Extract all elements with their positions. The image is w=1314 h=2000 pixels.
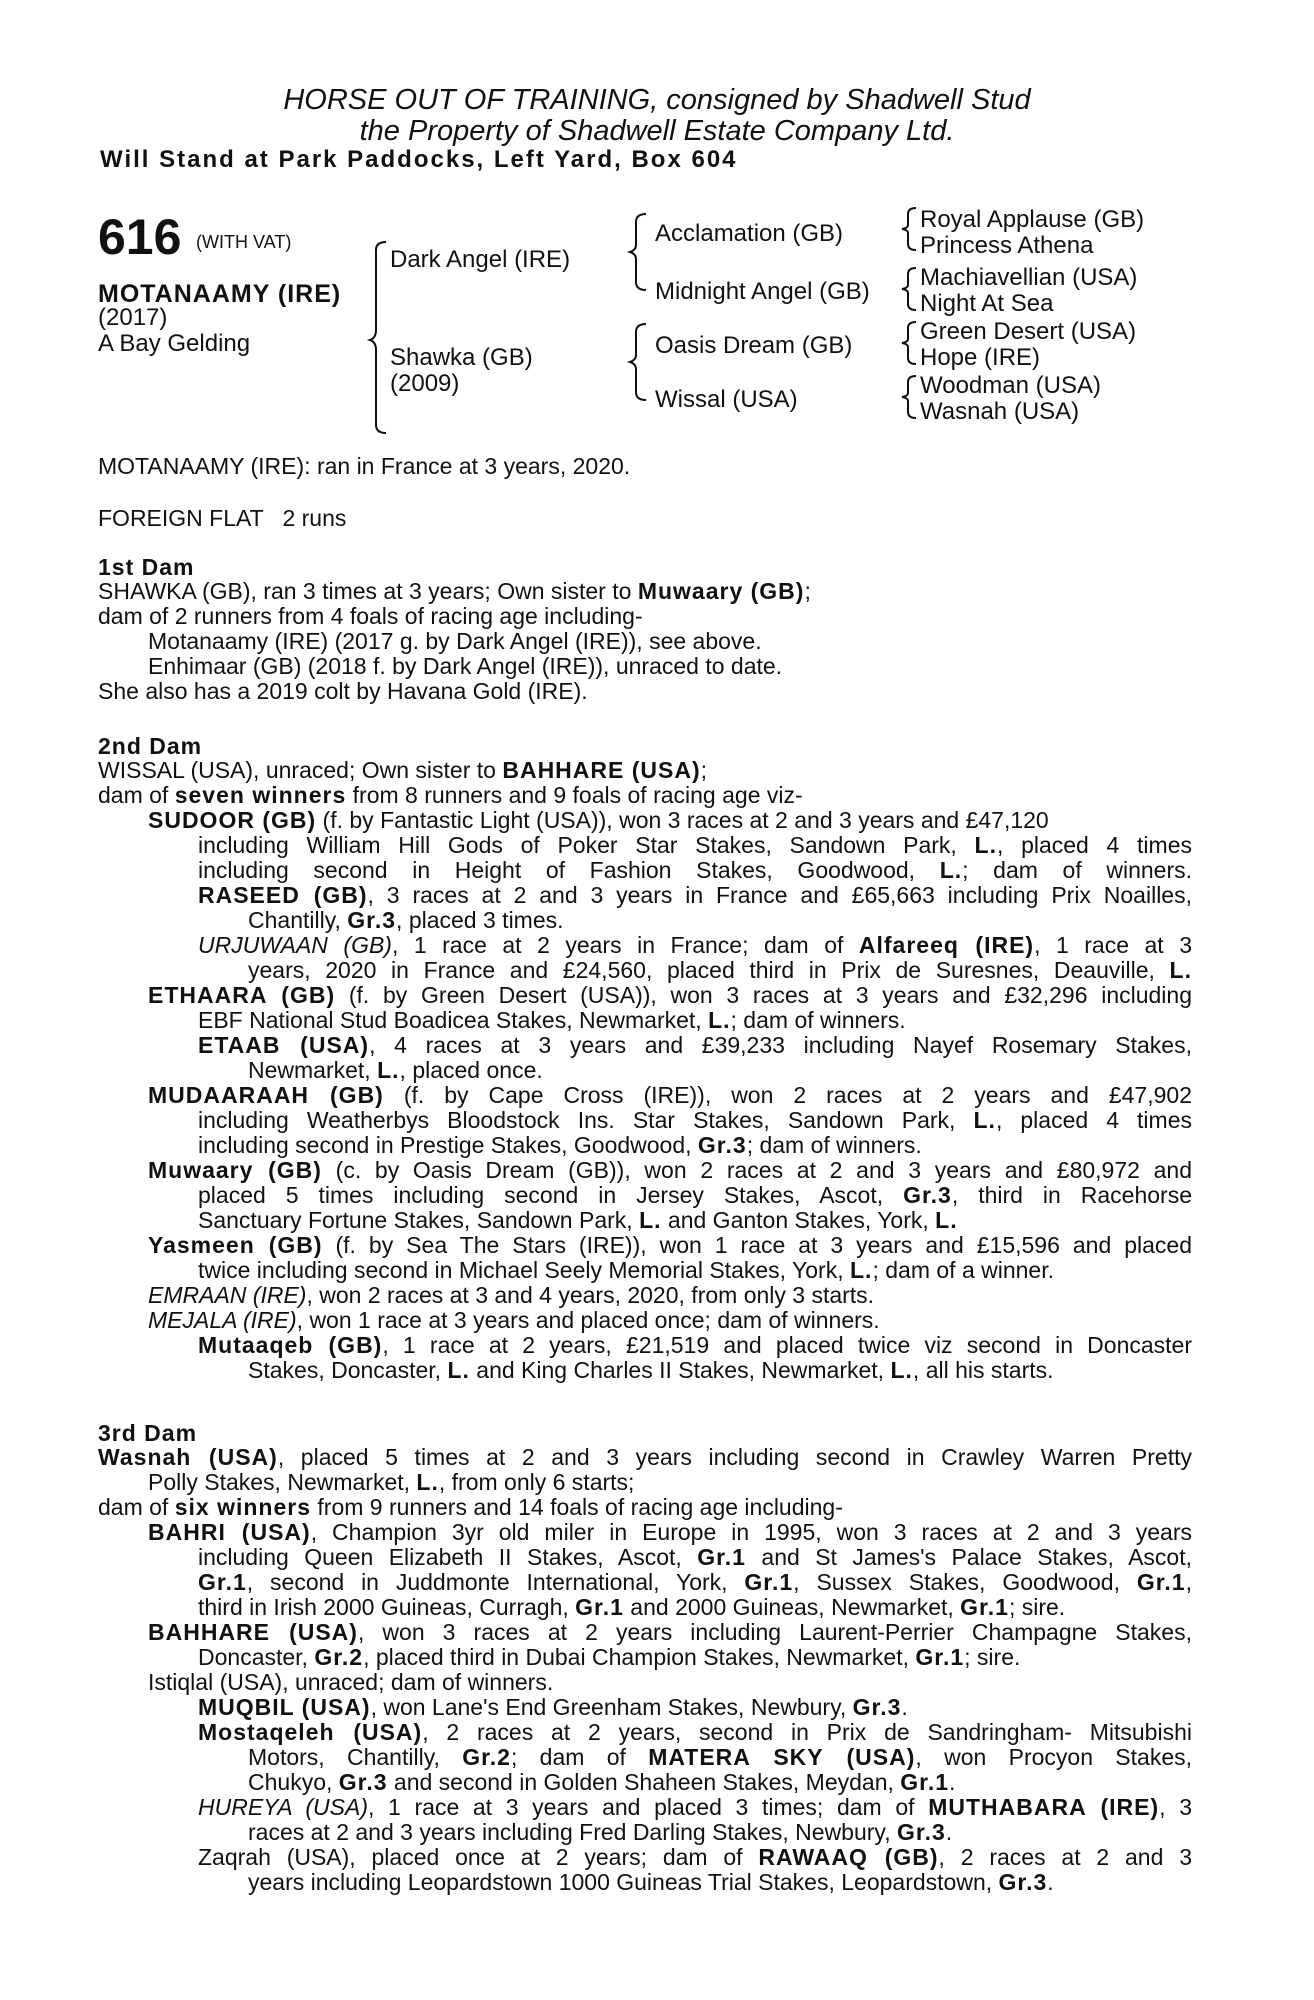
text-line — [248, 908, 564, 933]
text-run: L. — [377, 1057, 400, 1083]
text-run: L. — [974, 832, 997, 858]
pedigree-dam: Shawka (GB) — [390, 344, 533, 371]
text-line — [148, 983, 1192, 1008]
text-line — [198, 1183, 1192, 1208]
text-run: races at 2 and 3 years including Fred Darling Stakes, Newbury, — [248, 1819, 897, 1845]
text-run: , won Lane's End Greenham Stakes, Newbury, — [370, 1694, 853, 1720]
text-run: Gr.1 — [198, 1569, 247, 1595]
text-line — [248, 1358, 1054, 1383]
text-run: (f. by Fantastic Light (USA)), won 3 races at 2 and 3 years and £47,120 — [316, 807, 1049, 833]
text-run: Polly Stakes, Newmarket, — [148, 1469, 417, 1495]
text-line — [98, 1445, 1192, 1470]
text-line — [98, 604, 643, 629]
text-run: BAHRI (USA) — [148, 1519, 311, 1545]
text-run: ; — [700, 757, 708, 783]
text-line — [148, 654, 782, 679]
text-run: twice including second in Michael Seely Memorial Stakes, York, — [198, 1257, 850, 1283]
text-run: placed 5 times including second in Jersey Stakes, Ascot, — [198, 1182, 904, 1208]
text-run: URJUWAAN (GB) — [198, 932, 392, 958]
pedigree-gg-6: Hope (IRE) — [920, 344, 1041, 371]
consignor-title: HORSE OUT OF TRAINING, consigned by Shadwell Stud — [283, 84, 1031, 116]
second-dam-heading: 2nd Dam — [98, 733, 203, 759]
text-run: ; sire. — [1008, 1594, 1066, 1620]
text-run: L. — [939, 857, 963, 883]
pedigree-sire-dam: Midnight Angel (GB) — [655, 278, 870, 305]
text-run: including Queen Elizabeth II Stakes, Ascot, — [198, 1544, 698, 1570]
text-run: third in Irish 2000 Guineas, Curragh, — [198, 1594, 576, 1620]
text-line — [198, 1570, 1192, 1595]
race-record: MOTANAAMY (IRE): ran in France at 3 years, 2020. — [98, 453, 631, 479]
text-run: , 1 race at 3 — [1034, 932, 1192, 958]
text-line — [198, 1645, 1020, 1670]
text-run: L. — [447, 1357, 470, 1383]
text-run: , Sussex Stakes, Goodwood, — [793, 1569, 1137, 1595]
text-line — [248, 958, 1192, 983]
text-run: , 3 — [1159, 1794, 1192, 1820]
first-dam-heading: 1st Dam — [98, 554, 195, 580]
text-line — [98, 758, 707, 783]
text-line — [198, 1333, 1192, 1358]
text-run: L. — [935, 1207, 958, 1233]
text-run: Zaqrah (USA), placed once at 2 years; dam of — [198, 1844, 759, 1870]
pedigree-gg-7: Woodman (USA) — [920, 372, 1101, 399]
text-run: , second in Juddmonte International, York, — [246, 1569, 745, 1595]
text-line — [148, 1083, 1192, 1108]
text-run: from 9 runners and 14 foals of racing age including- — [311, 1494, 843, 1520]
text-line — [248, 1870, 1054, 1895]
pedigree-bracket — [628, 212, 658, 292]
pedigree-gg-3: Machiavellian (USA) — [920, 264, 1138, 291]
text-run: Gr.3 — [338, 1769, 388, 1795]
text-run: , placed 4 times — [995, 1107, 1192, 1133]
text-run: seven winners — [174, 782, 347, 808]
text-line — [198, 1545, 1192, 1570]
text-line — [198, 883, 1192, 908]
text-run: dam of — [98, 1494, 175, 1520]
pedigree-sire-sire: Acclamation (GB) — [655, 220, 844, 247]
text-run: including Weatherbys Bloodstock Ins. Star Stakes, Sandown Park, — [198, 1107, 974, 1133]
text-run: Chantilly, — [248, 907, 348, 933]
text-run: Doncaster, — [198, 1644, 315, 1670]
text-line — [198, 933, 1192, 958]
text-run: Motors, Chantilly, — [248, 1744, 463, 1770]
text-run: ; dam of a winner. — [872, 1257, 1054, 1283]
text-run: (c. by Oasis Dream (GB)), won 2 races at 2 and 3 years and £80,972 and — [321, 1157, 1192, 1183]
text-run: and Ganton Stakes, York, — [661, 1207, 936, 1233]
pedigree-bracket — [900, 320, 922, 366]
text-line — [148, 1308, 880, 1333]
text-run: Motanaamy (IRE) (2017 g. by Dark Angel (IRE)), see above. — [148, 628, 762, 654]
text-run: BAHHARE (USA) — [502, 757, 701, 783]
text-run: , won 3 races at 2 years including Laurent-Perrier Champagne Stakes, — [357, 1619, 1192, 1645]
pedigree-dam-sire: Oasis Dream (GB) — [655, 332, 853, 359]
text-run: , 1 race at 2 years, £21,519 and placed twice viz second in Doncaster — [382, 1332, 1192, 1358]
text-run: MUTHABARA (IRE) — [928, 1794, 1160, 1820]
text-line — [148, 1620, 1192, 1645]
text-run: (f. by Sea The Stars (IRE)), won 1 race at 3 years and £15,596 and placed — [322, 1232, 1192, 1258]
text-run: L. — [708, 1007, 731, 1033]
text-line — [148, 1283, 874, 1308]
text-run: , all his starts. — [912, 1357, 1054, 1383]
text-run: , placed 4 times — [996, 832, 1192, 858]
text-run: MUQBIL (USA) — [198, 1694, 371, 1720]
text-run: Gr.1 — [960, 1594, 1009, 1620]
text-line — [148, 1520, 1192, 1545]
text-run: and 2000 Guineas, Newmarket, — [623, 1594, 961, 1620]
text-run: WISSAL (USA), unraced; Own sister to — [98, 757, 503, 783]
text-line — [248, 1058, 543, 1083]
text-line — [198, 1845, 1192, 1870]
text-run: L. — [416, 1469, 439, 1495]
text-run: Yasmeen (GB) — [148, 1232, 323, 1258]
pedigree-gg-8: Wasnah (USA) — [920, 398, 1080, 425]
text-run: , 1 race at 2 years in France; dam of — [391, 932, 859, 958]
foaling-year: (2017) — [98, 304, 168, 331]
text-line — [198, 1033, 1192, 1058]
text-line — [198, 1133, 922, 1158]
text-run: SHAWKA (GB), ran 3 times at 3 years; Own sister to — [98, 578, 638, 604]
horse-name: MOTANAAMY (IRE) — [98, 280, 342, 308]
text-run: L. — [639, 1207, 662, 1233]
text-line — [148, 1158, 1192, 1183]
text-run: years, 2020 in France and £24,560, placed third in Prix de Suresnes, Deauville, — [248, 957, 1170, 983]
text-run: Gr.3 — [852, 1694, 902, 1720]
third-dam-heading: 3rd Dam — [98, 1420, 198, 1446]
text-run: Gr.3 — [903, 1182, 952, 1208]
text-run: SUDOOR (GB) — [148, 807, 317, 833]
horse-description: A Bay Gelding — [98, 330, 251, 357]
text-run: ; dam of winners. — [962, 857, 1192, 883]
text-line — [98, 1495, 843, 1520]
text-line — [148, 1670, 553, 1695]
text-run: , 3 races at 2 and 3 years in France and £65,663 including Prix Noailles, — [367, 882, 1192, 908]
text-line — [198, 1008, 906, 1033]
lot-number: 616 — [98, 209, 182, 265]
text-run: , placed 5 times at 2 and 3 years including second in Crawley Warren Pretty — [277, 1444, 1192, 1470]
text-run: , 4 races at 3 years and £39,233 including Nayef Rosemary Stakes, — [369, 1032, 1192, 1058]
text-run: Gr.3 — [998, 1869, 1048, 1895]
text-run: ; dam of winners. — [746, 1132, 922, 1158]
text-run: Gr.1 — [697, 1544, 746, 1570]
text-run: RAWAAQ (GB) — [758, 1844, 939, 1870]
text-run: Gr.1 — [1136, 1569, 1186, 1595]
vat-note: (WITH VAT) — [196, 232, 292, 252]
text-line — [198, 1720, 1192, 1745]
text-run: Gr.3 — [347, 907, 397, 933]
text-line — [98, 579, 811, 604]
text-line — [148, 1470, 634, 1495]
text-run: HUREYA (USA) — [198, 1794, 368, 1820]
text-line — [198, 858, 1192, 883]
text-run: , won Procyon Stakes, — [915, 1744, 1192, 1770]
text-run: and St James's Palace Stakes, Ascot, — [745, 1544, 1192, 1570]
text-run: Gr.2 — [462, 1744, 511, 1770]
text-run: dam of 2 runners from 4 foals of racing age including- — [98, 603, 643, 629]
text-run: , placed 3 times. — [396, 907, 564, 933]
text-run: BAHHARE (USA) — [148, 1619, 358, 1645]
text-run: six winners — [174, 1494, 311, 1520]
text-run: , Champion 3yr old miler in Europe in 1995, won 3 races at 2 and 3 years — [310, 1519, 1192, 1545]
text-run: Chukyo, — [248, 1769, 339, 1795]
text-line — [98, 679, 588, 704]
text-run: Gr.1 — [900, 1769, 950, 1795]
text-run: Gr.3 — [897, 1819, 946, 1845]
pedigree-gg-2: Princess Athena — [920, 232, 1094, 259]
text-run: Gr.1 — [915, 1644, 965, 1670]
text-run: L. — [1169, 957, 1192, 983]
pedigree-bracket — [628, 322, 658, 402]
text-line — [198, 833, 1192, 858]
text-line — [248, 1770, 955, 1795]
text-line — [98, 783, 803, 808]
stand-location: Will Stand at Park Paddocks, Left Yard, Box 604 — [100, 146, 738, 173]
text-run: , 2 races at 2 and 3 — [938, 1844, 1192, 1870]
text-run: L. — [890, 1357, 913, 1383]
text-run: , 1 race at 3 years and placed 3 times; dam of — [368, 1794, 929, 1820]
text-run: Gr.3 — [697, 1132, 747, 1158]
text-run: . — [949, 1769, 956, 1795]
pedigree-gg-1: Royal Applause (GB) — [920, 206, 1145, 233]
text-run: L. — [850, 1257, 873, 1283]
text-line — [248, 1820, 952, 1845]
pedigree-bracket — [900, 206, 922, 252]
text-run: ; — [804, 578, 811, 604]
text-run: Sanctuary Fortune Stakes, Sandown Park, — [198, 1207, 640, 1233]
text-run: . — [1047, 1869, 1054, 1895]
text-line — [198, 1695, 908, 1720]
text-run: including second in Prestige Stakes, Goodwood, — [198, 1132, 698, 1158]
text-run: Mostaqeleh (USA) — [198, 1719, 423, 1745]
text-run: ; dam of — [510, 1744, 649, 1770]
pedigree-sire: Dark Angel (IRE) — [390, 246, 571, 273]
pedigree-dam-dam: Wissal (USA) — [655, 386, 798, 413]
text-line — [148, 1233, 1192, 1258]
text-run: MEJALA (IRE) — [148, 1307, 297, 1333]
text-run: and King Charles II Stakes, Newmarket, — [469, 1357, 891, 1383]
text-run: including William Hill Gods of Poker Star Stakes, Sandown Park, — [198, 832, 975, 858]
text-run: ; sire. — [964, 1644, 1021, 1670]
text-run: Muwaary (GB) — [637, 578, 805, 604]
text-run: ; dam of winners. — [730, 1007, 906, 1033]
text-run: ETHAARA (GB) — [148, 982, 336, 1008]
pedigree-dam-year: (2009) — [390, 370, 460, 397]
text-run: , 2 races at 2 years, second in Prix de Sandringham- Mitsubishi — [422, 1719, 1192, 1745]
text-run: and second in Golden Shaheen Stakes, Meydan, — [387, 1769, 901, 1795]
text-run: MUDAARAAH (GB) — [148, 1082, 384, 1108]
text-run: (f. by Cape Cross (IRE)), won 2 races at 2 years and £47,902 — [383, 1082, 1192, 1108]
text-run: (f. by Green Desert (USA)), won 3 races at 3 years and £32,296 including — [335, 982, 1192, 1008]
text-run: , won 2 races at 3 and 4 years, 2020, from only 3 starts. — [306, 1282, 875, 1308]
text-run: EMRAAN (IRE) — [148, 1282, 307, 1308]
property-title: the Property of Shadwell Estate Company Ltd. — [359, 115, 955, 147]
text-run: , from only 6 starts; — [438, 1469, 635, 1495]
text-run: , placed once. — [399, 1057, 543, 1083]
text-run: ETAAB (USA) — [198, 1032, 370, 1058]
pedigree-bracket — [900, 266, 922, 312]
text-run: Newmarket, — [248, 1057, 378, 1083]
pedigree-gg-5: Green Desert (USA) — [920, 318, 1137, 345]
text-run: Wasnah (USA) — [98, 1444, 278, 1470]
text-run: Mutaaqeb (GB) — [198, 1332, 383, 1358]
text-run: . — [945, 1819, 953, 1845]
text-run: Gr.1 — [744, 1569, 794, 1595]
text-run: , third in Racehorse — [951, 1182, 1192, 1208]
text-line — [248, 1745, 1192, 1770]
text-line — [148, 629, 762, 654]
foreign-flat-runs: FOREIGN FLAT 2 runs — [98, 505, 347, 531]
text-run: Alfareeq (IRE) — [858, 932, 1035, 958]
text-line — [198, 1595, 1065, 1620]
text-run: She also has a 2019 colt by Havana Gold (IRE). — [98, 678, 588, 704]
text-run: Muwaary (GB) — [148, 1157, 322, 1183]
text-run: Istiqlal (USA), unraced; dam of winners. — [148, 1669, 554, 1695]
text-run: , — [1185, 1569, 1192, 1595]
text-run: including second in Height of Fashion Stakes, Goodwood, — [198, 857, 940, 883]
text-run: years including Leopardstown 1000 Guineas Trial Stakes, Leopardstown, — [248, 1869, 999, 1895]
pedigree-bracket — [900, 374, 922, 420]
text-run: RASEED (GB) — [198, 882, 368, 908]
text-run: Enhimaar (GB) (2018 f. by Dark Angel (IRE)), unraced to date. — [148, 653, 783, 679]
text-line — [148, 808, 1049, 833]
text-run: MATERA SKY (USA) — [648, 1744, 916, 1770]
text-run: from 8 runners and 9 foals of racing age viz- — [346, 782, 803, 808]
text-line — [198, 1108, 1192, 1133]
pedigree-gg-4: Night At Sea — [920, 290, 1054, 317]
text-run: L. — [973, 1107, 996, 1133]
text-run: , won 1 race at 3 years and placed once; dam of winners. — [296, 1307, 880, 1333]
text-run: Gr.1 — [575, 1594, 624, 1620]
text-line — [198, 1795, 1192, 1820]
text-run: EBF National Stud Boadicea Stakes, Newmarket, — [198, 1007, 709, 1033]
text-run: . — [901, 1694, 908, 1720]
text-line — [198, 1208, 958, 1233]
text-line — [198, 1258, 1054, 1283]
text-run: Stakes, Doncaster, — [248, 1357, 448, 1383]
text-run: Gr.2 — [314, 1644, 364, 1670]
text-run: dam of — [98, 782, 175, 808]
text-run: , placed third in Dubai Champion Stakes, Newmarket, — [363, 1644, 916, 1670]
